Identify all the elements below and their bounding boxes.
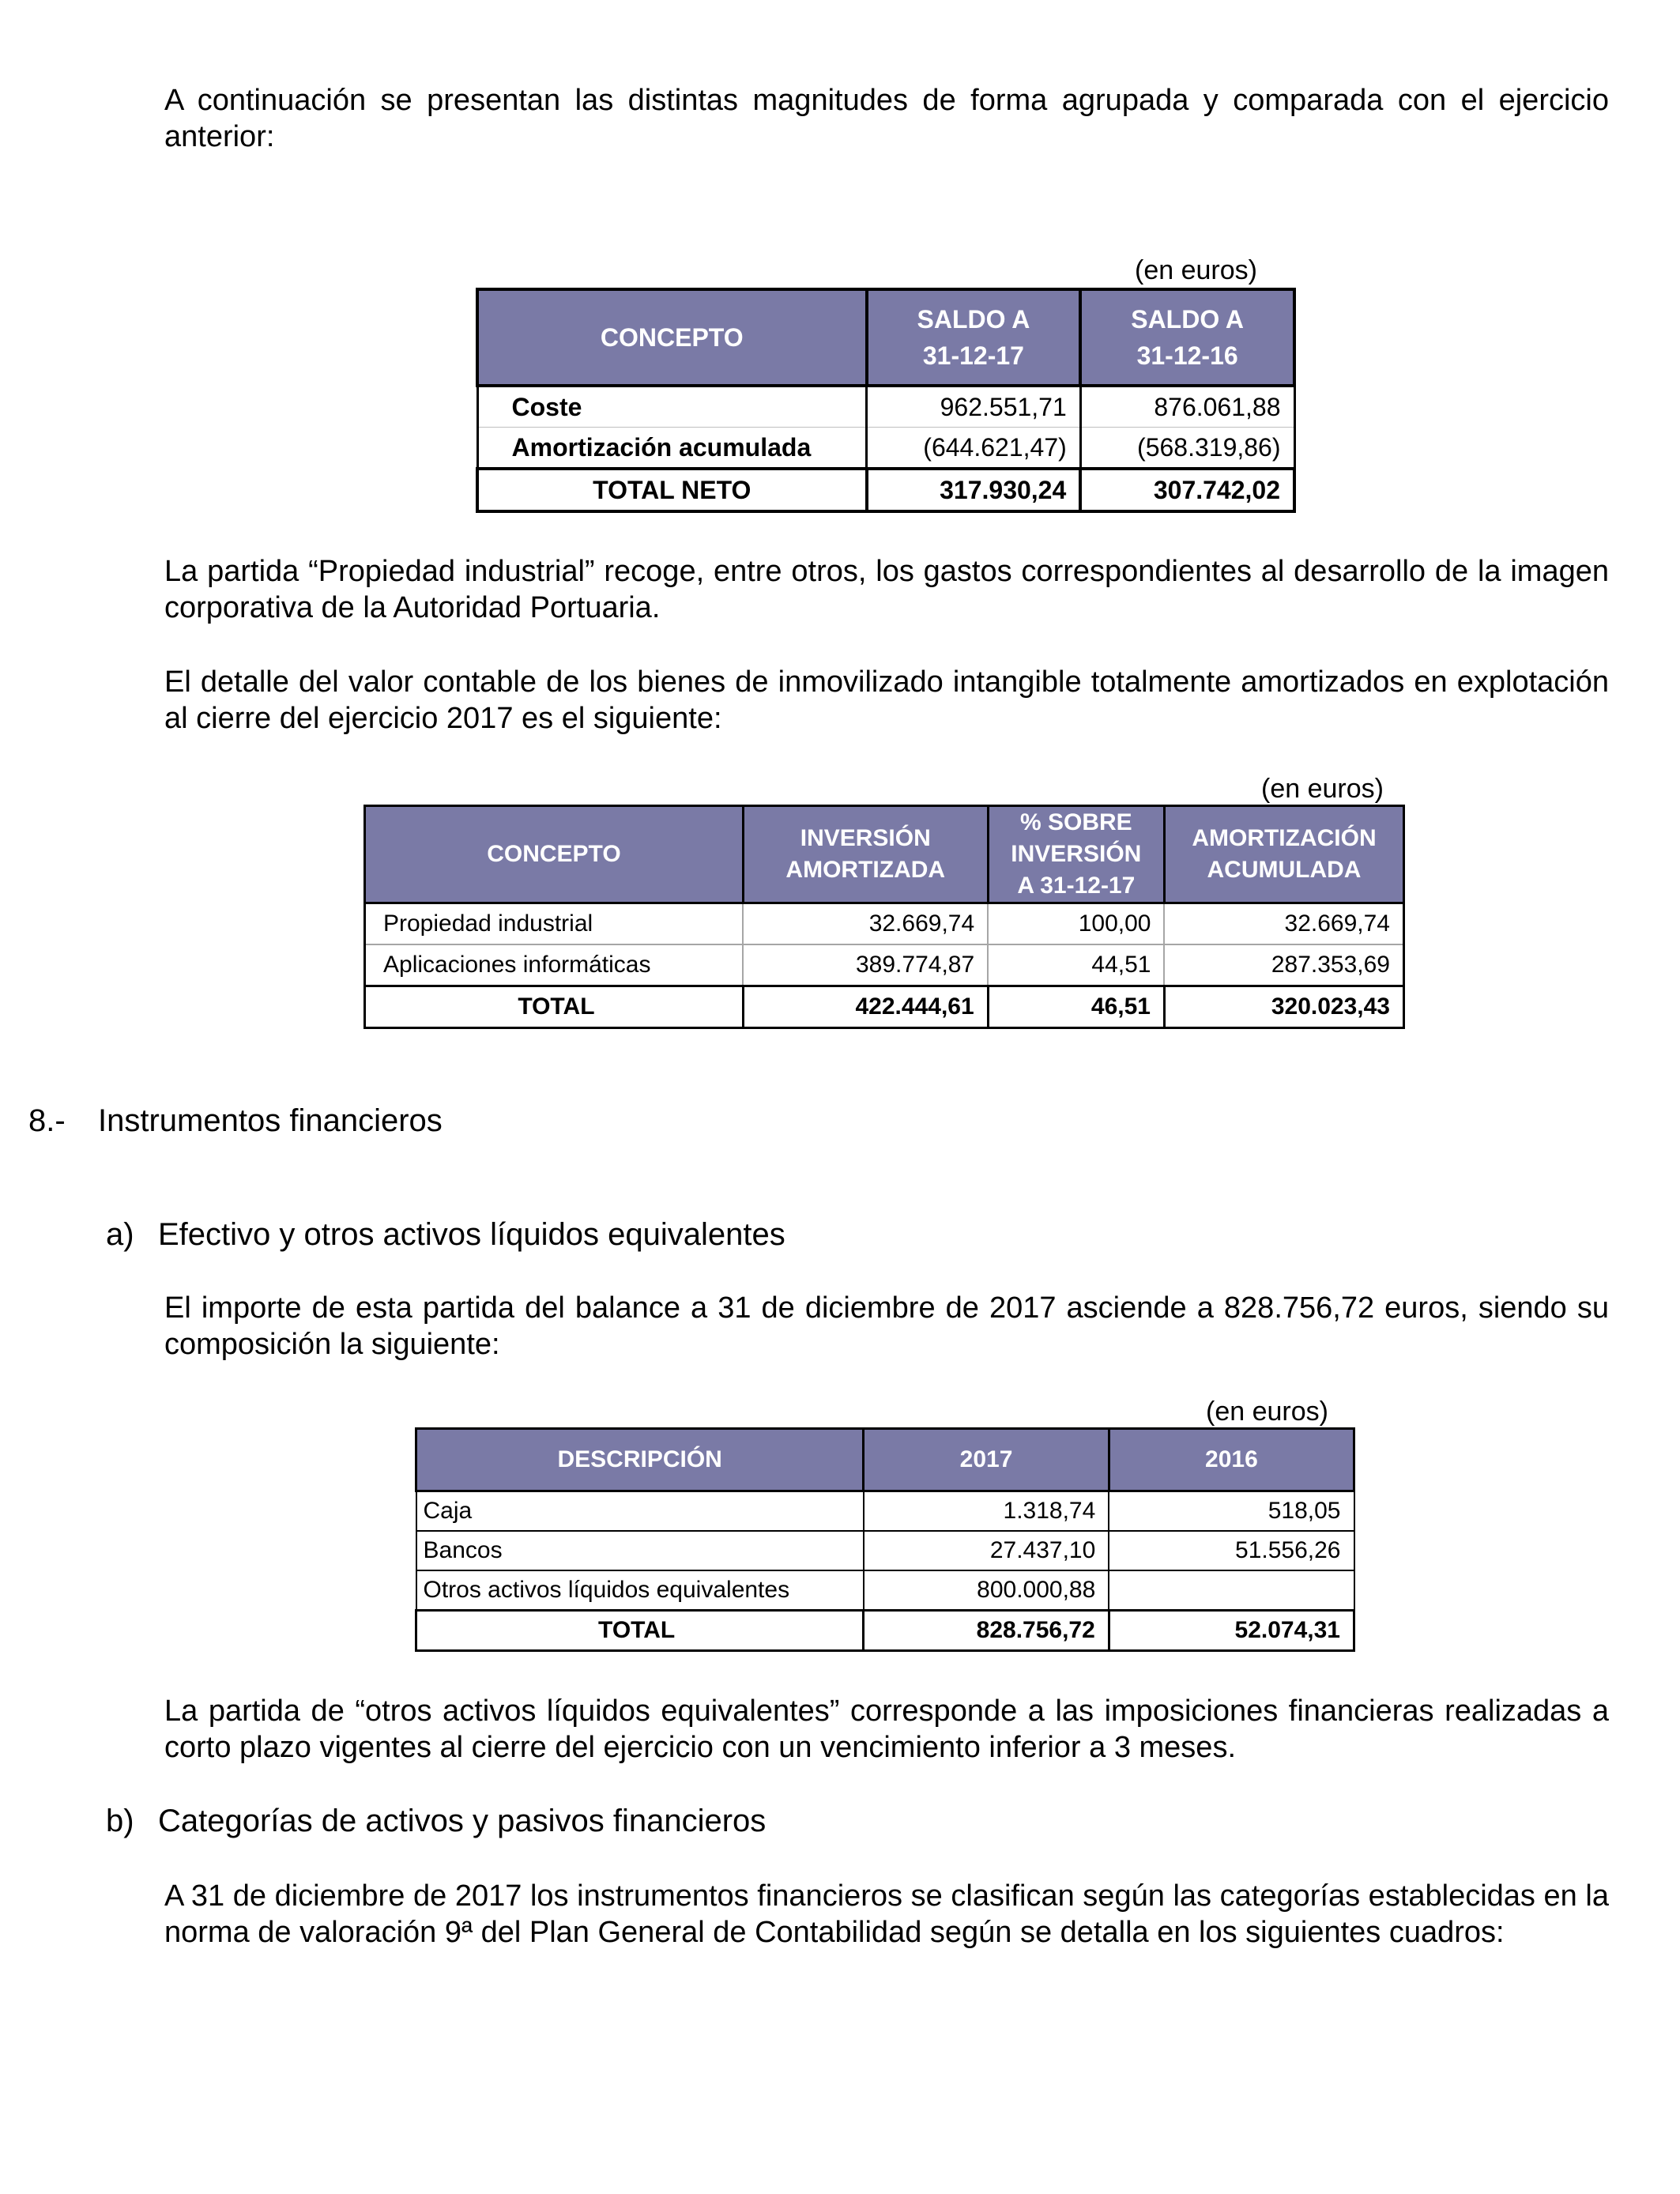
- value-2016: 518,05: [1109, 1491, 1354, 1532]
- value-2016: (568.319,86): [1080, 428, 1294, 469]
- subsection-letter: b): [106, 1804, 134, 1838]
- value-2017: (644.621,47): [867, 428, 1081, 469]
- total-2016: 52.074,31: [1109, 1611, 1354, 1651]
- header-descripcion: DESCRIPCIÓN: [416, 1429, 864, 1491]
- row-label: Bancos: [416, 1531, 864, 1570]
- subsection-a-heading: [106, 1216, 785, 1253]
- value-2017: 962.551,71: [867, 386, 1081, 428]
- table-row: [416, 1531, 1354, 1570]
- total-label: TOTAL: [416, 1611, 864, 1651]
- row-label: Aplicaciones informáticas: [365, 944, 744, 986]
- detalle-paragraph: El detalle del valor contable de los bienes de inmovilizado intangible totalmente amortizados en explotación al cierre del ejercicio 2017 es el siguiente:: [164, 665, 1609, 735]
- total-row: [416, 1611, 1354, 1651]
- header-saldo-2016: SALDO A 31-12-16: [1080, 289, 1294, 386]
- otros-activos-paragraph: La partida de “otros activos líquidos equivalentes” corresponde a las imposiciones financieras realizadas a corto plazo vigentes al cierre del ejercicio con un vencimiento inferior a 3 meses.: [164, 1695, 1609, 1764]
- value-2016: 876.061,88: [1080, 386, 1294, 428]
- row-label: Propiedad industrial: [365, 903, 744, 945]
- amortized-assets-table: [363, 805, 1405, 1029]
- inversion-value: 32.669,74: [743, 903, 988, 945]
- header-2016: 2016: [1109, 1429, 1354, 1491]
- table-row: [477, 428, 1294, 469]
- table-row: [365, 903, 1404, 945]
- table1-unit: (en euros): [1135, 255, 1257, 285]
- table2-unit: (en euros): [1261, 774, 1384, 804]
- amortizacion-value: 287.353,69: [1164, 944, 1403, 986]
- total-label: TOTAL NETO: [477, 469, 867, 511]
- value-2016: [1109, 1570, 1354, 1611]
- value-2016: 51.556,26: [1109, 1531, 1354, 1570]
- table3-unit: (en euros): [1206, 1397, 1328, 1427]
- subsection-title: Efectivo y otros activos líquidos equivalentes: [158, 1217, 785, 1252]
- header-concepto: CONCEPTO: [365, 806, 744, 903]
- value-2017: 800.000,88: [864, 1570, 1109, 1611]
- amortizacion-value: 32.669,74: [1164, 903, 1403, 945]
- header-inversion-amortizada: INVERSIÓN AMORTIZADA: [743, 806, 988, 903]
- total-porcentaje: 46,51: [988, 986, 1164, 1028]
- total-row: [365, 986, 1404, 1028]
- row-label: Coste: [477, 386, 867, 428]
- row-label: Amortización acumulada: [477, 428, 867, 469]
- subsection-title: Categorías de activos y pasivos financieros: [158, 1804, 767, 1838]
- section-title: Instrumentos financieros: [98, 1103, 443, 1138]
- porcentaje-value: 44,51: [988, 944, 1164, 986]
- header-saldo-2017: SALDO A 31-12-17: [867, 289, 1081, 386]
- inversion-value: 389.774,87: [743, 944, 988, 986]
- table-row: [477, 386, 1294, 428]
- importe-paragraph: El importe de esta partida del balance a 31 de diciembre de 2017 asciende a 828.756,72 euros, siendo su composición la siguiente:: [164, 1291, 1609, 1361]
- header-porcentaje: % SOBRE INVERSIÓN A 31-12-17: [988, 806, 1164, 903]
- porcentaje-value: 100,00: [988, 903, 1164, 945]
- final-paragraph: A 31 de diciembre de 2017 los instrumentos financieros se clasifican según las categorías establecidas en la norma de valoración 9ª del Plan General de Contabilidad según se detalla en los siguientes cuadros:: [164, 1879, 1609, 1949]
- row-label: Otros activos líquidos equivalentes: [416, 1570, 864, 1611]
- total-2016: 307.742,02: [1080, 469, 1294, 511]
- row-label: Caja: [416, 1491, 864, 1532]
- header-2017: 2017: [864, 1429, 1109, 1491]
- value-2017: 27.437,10: [864, 1531, 1109, 1570]
- total-amortizacion: 320.023,43: [1164, 986, 1403, 1028]
- subsection-letter: a): [106, 1217, 134, 1252]
- header-amortizacion-acumulada: AMORTIZACIÓN ACUMULADA: [1164, 806, 1403, 903]
- total-row: [477, 469, 1294, 511]
- total-inversion: 422.444,61: [743, 986, 988, 1028]
- table-row: [416, 1491, 1354, 1532]
- intro-paragraph: A continuación se presentan las distintas magnitudes de forma agrupada y comparada con el ejercicio anterior:: [164, 84, 1609, 153]
- total-2017: 317.930,24: [867, 469, 1081, 511]
- section-heading: [28, 1102, 443, 1140]
- balance-table: [476, 288, 1296, 513]
- table-row: [365, 944, 1404, 986]
- propiedad-paragraph: La partida “Propiedad industrial” recoge, entre otros, los gastos correspondientes al desarrollo de la imagen corporativa de la Autoridad Portuaria.: [164, 555, 1609, 624]
- value-2017: 1.318,74: [864, 1491, 1109, 1532]
- cash-composition-table: [415, 1427, 1355, 1652]
- section-number: 8.-: [28, 1103, 66, 1138]
- total-label: TOTAL: [365, 986, 744, 1028]
- subsection-b-heading: [106, 1802, 766, 1840]
- total-2017: 828.756,72: [864, 1611, 1109, 1651]
- table-row: [416, 1570, 1354, 1611]
- header-concepto: CONCEPTO: [477, 289, 867, 386]
